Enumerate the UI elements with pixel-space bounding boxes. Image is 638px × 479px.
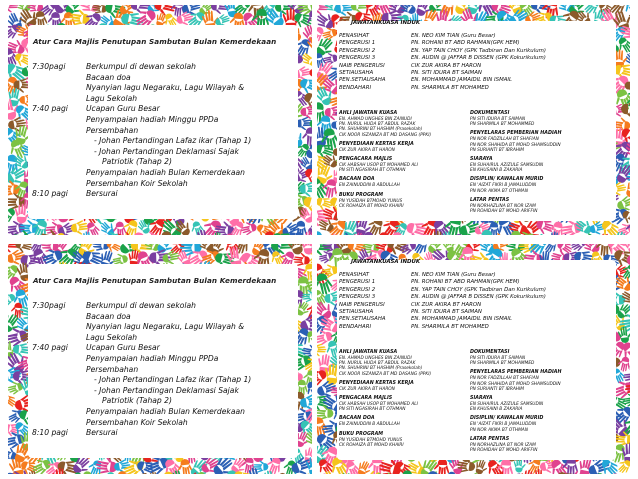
- handprint-icon: [317, 344, 326, 357]
- section-member: PN NORHAZLINA BT NOR IZAM: [470, 442, 536, 448]
- section-title: PENGACARA MAJLIS: [339, 157, 393, 163]
- officer-row: [339, 287, 546, 294]
- officer-role: BENDAHARI: [339, 323, 372, 330]
- section-title: SIARAYA: [470, 396, 493, 402]
- officer-role: PEN.SETIAUSAHA: [339, 316, 386, 323]
- section-title: BUKU PROGRAM: [339, 431, 384, 437]
- section-member: EN ZAINUDDIN B ABDULLAH: [339, 183, 400, 189]
- section-title: DOKUMENTASI: [470, 111, 510, 116]
- officer-name: PN. SHARMILA BT MOHAMED: [411, 323, 489, 330]
- schedule-item: - Johan Pertandingan Lafaz ikar (Tahap 1): [94, 375, 252, 385]
- schedule-items: [86, 428, 294, 439]
- committee-section: [339, 396, 466, 412]
- officer-role: BENDAHARI: [339, 84, 372, 91]
- section-title: DISIPLIN/ KAWALAN MURID: [470, 416, 544, 422]
- officer-name: EN. YAP TAIN CHOY (GPK Tadbiran Dan Kurikulum): [411, 286, 546, 293]
- schedule-time: 7:30pagi: [32, 301, 66, 310]
- officer-name: PN. SITI IDURA BT SAIMAN: [411, 309, 482, 316]
- section-member: PN SITI NGASIRAH BT OTHMAN: [339, 168, 406, 174]
- section-title: LATAR PENTAS: [470, 197, 510, 203]
- committee-section: [470, 350, 597, 366]
- committee-heading: JAWATANKUASA INDUK: [351, 259, 421, 265]
- handprint-icon: [239, 220, 258, 235]
- section-member: PN NOR AKMA BT OTHMAN: [470, 427, 528, 433]
- section-member: PN ROHIDAH BT MOHD ARIFFIN: [470, 448, 538, 454]
- officer-row: [339, 40, 546, 47]
- section-title: DISIPLIN/ KAWALAN MURID: [470, 177, 544, 183]
- officer-name: PN. SITI IDURA BT SAIMAN: [411, 70, 482, 77]
- section-member: EN 'AIZAT FIKRI B JAMALUDDIN: [470, 422, 537, 428]
- committee-section: [339, 142, 466, 153]
- committee-section: [470, 157, 597, 173]
- program-title: Atur Cara Majlis Penutupan Sambutan Bulan Kemerdekaan: [33, 37, 277, 46]
- handprint-icon: [8, 5, 19, 13]
- committee-section: [339, 381, 466, 392]
- sections-left-column: [339, 111, 466, 218]
- schedule-row: [32, 104, 294, 189]
- officer-name: PN. SHARMILA BT MOHAMED: [411, 84, 489, 91]
- schedule-item: Nyanyian lagu Negaraku, Lagu Wilayah &: [86, 322, 245, 332]
- officer-table: [339, 33, 546, 92]
- section-title: AHLI JAWATAN KUASA: [339, 111, 398, 116]
- sections-right-column: [466, 111, 597, 218]
- section-member: PN SHARMILA BT MOHAMMED: [470, 361, 535, 367]
- handprint-icon: [302, 127, 312, 147]
- committee-section: [339, 111, 466, 138]
- officer-name: EN. MOHAMMAD JAMAIDIL BIN ISMAIL: [411, 77, 512, 84]
- section-member: CIK NOOR ISZANIZA BT MD DASANG (PPKI): [339, 371, 432, 377]
- program-card: [8, 244, 312, 474]
- officer-row: [339, 77, 546, 84]
- section-member: PN NOR AKMA BT OTHMAN: [470, 188, 528, 194]
- schedule-time: 8:10 pagi: [32, 428, 68, 438]
- schedule-item: Patriotik (Tahap 2): [102, 396, 172, 406]
- program-panel: [28, 264, 298, 458]
- officer-role: PEN.SETIAUSAHA: [339, 77, 386, 84]
- section-title: AHLI JAWATAN KUASA: [339, 350, 398, 355]
- officer-row: [339, 48, 546, 55]
- committee-heading: JAWATANKUASA INDUK: [351, 20, 421, 26]
- officer-row: [339, 316, 546, 323]
- section-member: PN SHARMILA BT MOHAMMED: [470, 122, 535, 128]
- schedule-time: 7:30pagi: [32, 62, 66, 71]
- section-title: PENYEDIAAN KERTAS KERJA: [339, 380, 414, 386]
- handprint-icon: [629, 62, 630, 81]
- officer-row: [339, 70, 546, 77]
- section-member: PN SITI IDURA BT SAIMAN: [470, 117, 526, 122]
- committee-section: [339, 193, 466, 209]
- section-member: CK ROHAIZA BT MOHD KHAIRI: [339, 442, 404, 448]
- section-member: EN. AHMAD UNGHES BIN ZAINUDI: [339, 356, 412, 361]
- committee-section: [470, 370, 597, 392]
- committee-section: [339, 157, 466, 173]
- committee-sections: [339, 111, 597, 218]
- schedule-items: [86, 62, 294, 104]
- committee-section: [470, 111, 597, 127]
- section-title: PENYELARAS PEMBERIAN HADIAH: [470, 370, 562, 376]
- officer-role: SETIAUSAHA: [339, 70, 374, 77]
- officer-role: PENASIHAT: [339, 272, 370, 278]
- schedule-item: Ucapan Guru Besar: [86, 104, 160, 114]
- section-member: PN NORHAZLINA BT NOR IZAM: [470, 203, 536, 209]
- schedule-item: Nyanyian lagu Negaraku, Lagu Wilayah &: [86, 83, 245, 93]
- schedule-item: Bacaan doa: [86, 72, 131, 82]
- handprint-icon: [299, 182, 312, 197]
- section-member: PN NOR FADZILLAH BT SHAFIAN: [470, 376, 539, 382]
- schedule-item: Penyampaian hadiah Bulan Kemerdekaan: [86, 406, 245, 416]
- handprint-icon: [189, 220, 205, 235]
- officer-role: SETIAUSAHA: [339, 309, 374, 316]
- officer-role: NAIB PENGERUSI: [339, 62, 385, 69]
- committee-section: [470, 177, 597, 193]
- handprint-icon: [113, 221, 127, 235]
- committee-section: [470, 198, 597, 214]
- section-member: PN NOR SHAHIDA BT MOHD SHAMSUDDIN: [470, 381, 561, 387]
- section-member: PN NOR FADZILLAH BT SHAFIAN: [470, 137, 539, 143]
- schedule-item: Ucapan Guru Besar: [86, 343, 160, 353]
- schedule-row: [32, 428, 294, 439]
- program-title: Atur Cara Majlis Penutupan Sambutan Bulan Kemerdekaan: [33, 276, 277, 285]
- schedule-time: 7:40 pagi: [32, 343, 68, 353]
- section-member: EN. AHMAD UNGHES BIN ZAINUDI: [339, 117, 412, 122]
- section-member: CK ROHAIZA BT MOHD KHAIRI: [339, 203, 404, 209]
- section-title: BACAAN DOA: [339, 416, 375, 422]
- section-member: CIK NOOR ISZANIZA BT MD DASANG (PPKI): [339, 132, 432, 138]
- schedule-item: Berkumpul di dewan sekolah: [86, 62, 196, 71]
- section-member: PN. NURUL HUDA BT ABDUL RAZAK: [339, 361, 416, 367]
- schedule-items: [86, 343, 294, 428]
- section-title: PENGACARA MAJLIS: [339, 396, 393, 402]
- section-member: EN KHUSAINI B ZAKARIA: [470, 407, 523, 413]
- committee-section: [339, 432, 466, 448]
- sections-left-column: [339, 350, 466, 457]
- officer-role: PENGERUSI 3: [339, 294, 376, 301]
- officer-name: EN. YAP TAIN CHOY (GPK Tadbiran Dan Kurikulum): [411, 47, 546, 54]
- schedule-item: Berkumpul di dewan sekolah: [86, 301, 196, 310]
- officer-name: EN. NEO KIM TIAN (Guru Besar): [411, 272, 496, 278]
- program-schedule: [32, 301, 294, 439]
- committee-section: [470, 131, 597, 153]
- committee-panel: [337, 21, 616, 221]
- officer-row: [339, 33, 546, 40]
- section-member: PN. NURUL HUDA BT ABDUL RAZAK: [339, 122, 416, 128]
- schedule-item: Persembahan: [86, 364, 139, 374]
- committee-section: [470, 416, 597, 432]
- schedule-row: [32, 189, 294, 200]
- section-member: PN YUSIDAH BTMOHD YUNUS: [339, 437, 403, 443]
- section-member: PN SITI IDURA BT SAIMAN: [470, 356, 526, 361]
- program-card: [8, 5, 312, 235]
- officer-row: [339, 324, 546, 331]
- committee-card: [317, 5, 630, 235]
- committee-section: [470, 437, 597, 453]
- section-member: PN. SHUHRINI BT HASHIM (Prasekolah): [339, 127, 423, 133]
- section-title: SIARAYA: [470, 157, 493, 163]
- schedule-item: Bersurai: [86, 189, 118, 199]
- section-member: PN SURIANTI BT IBRAHIM: [470, 386, 524, 392]
- schedule-row: [32, 62, 294, 104]
- officer-name: EN. AUDIN @ JAFFAR B DISSEN (GPK Kokurikulum): [411, 55, 546, 62]
- officer-role: NAIB PENGERUSI: [339, 301, 385, 308]
- section-member: EN SUHAIRUL AZIZULE SAMSUDIN: [470, 402, 544, 408]
- schedule-item: - Johan Pertandingan Deklamasi Sajak: [94, 385, 239, 395]
- schedule-items: [86, 189, 294, 200]
- committee-section: [470, 396, 597, 412]
- schedule-item: Lagu Sekolah: [86, 332, 138, 342]
- committee-section: [339, 177, 466, 188]
- section-title: BUKU PROGRAM: [339, 192, 384, 198]
- schedule-item: Persembahan Koir Sekolah: [86, 178, 188, 188]
- section-title: DOKUMENTASI: [470, 350, 510, 355]
- section-member: CIK ZUR AKIRA BT HARON: [339, 147, 395, 153]
- officer-row: [339, 63, 546, 70]
- schedule-items: [86, 104, 294, 189]
- officer-name: EN. NEO KIM TIAN (Guru Besar): [411, 33, 496, 39]
- section-member: CIK HABSAH USOP BT MOHAMED ALI: [339, 402, 418, 408]
- committee-section: [339, 350, 466, 377]
- section-member: PN SURIANTI BT IBRAHIM: [470, 147, 524, 153]
- officer-name: CIK ZUR AKIRA BT HARON: [411, 62, 482, 69]
- section-title: PENYELARAS PEMBERIAN HADIAH: [470, 131, 562, 137]
- officer-row: [339, 309, 546, 316]
- section-title: LATAR PENTAS: [470, 436, 510, 442]
- officer-name: EN. MOHAMMAD JAMAIDIL BIN ISMAIL: [411, 316, 512, 323]
- officer-table: [339, 272, 546, 331]
- program-schedule: [32, 62, 294, 200]
- officer-row: [339, 279, 546, 286]
- officer-role: PENGERUSI 3: [339, 55, 376, 62]
- officer-role: PENGERUSI 1: [339, 279, 376, 286]
- schedule-item: Penyampaian hadiah Minggu PPDa: [86, 353, 219, 363]
- schedule-time: 8:10 pagi: [32, 189, 68, 199]
- committee-sections: [339, 350, 597, 457]
- schedule-time: 7:40 pagi: [32, 104, 68, 114]
- schedule-item: Bacaan doa: [86, 311, 131, 321]
- schedule-item: Persembahan Koir Sekolah: [86, 417, 188, 427]
- section-member: PN YUSIDAH BTMOHD YUNUS: [339, 198, 403, 204]
- program-panel: [28, 25, 298, 219]
- schedule-item: Penyampaian hadiah Bulan Kemerdekaan: [86, 167, 245, 177]
- officer-role: PENGERUSI 2: [339, 286, 376, 293]
- section-title: PENYEDIAAN KERTAS KERJA: [339, 141, 414, 147]
- officer-row: [339, 85, 546, 92]
- officer-role: PENASIHAT: [339, 33, 370, 39]
- schedule-row: [32, 343, 294, 428]
- officer-row: [339, 272, 546, 279]
- section-member: EN ZAINUDDIN B ABDULLAH: [339, 422, 400, 428]
- section-member: PN. SHUHRINI BT HASHIM (Prasekolah): [339, 366, 423, 372]
- committee-section: [339, 416, 466, 427]
- section-member: PN SITI NGASIRAH BT OTHMAN: [339, 407, 406, 413]
- section-member: CIK ZUR AKIRA BT HARON: [339, 386, 395, 392]
- section-member: PN NOR SHAHIDA BT MOHD SHAMSUDDIN: [470, 142, 561, 148]
- section-member: PN ROHIDAH BT MOHD ARIFFIN: [470, 209, 538, 215]
- section-title: BACAAN DOA: [339, 177, 375, 183]
- section-member: EN SUHAIRUL AZIZULE SAMSUDIN: [470, 163, 544, 169]
- officer-role: PENGERUSI 1: [339, 40, 376, 47]
- handprint-icon: [14, 244, 34, 254]
- section-member: EN 'AIZAT FIKRI B JAMALUDDIN: [470, 183, 537, 189]
- section-member: EN KHUSAINI B ZAKARIA: [470, 168, 523, 174]
- schedule-item: Patriotik (Tahap 2): [102, 157, 172, 167]
- section-member: CIK HABSAH USOP BT MOHAMED ALI: [339, 163, 418, 169]
- officer-role: PENGERUSI 2: [339, 47, 376, 54]
- schedule-item: Persembahan: [86, 125, 139, 135]
- schedule-item: - Johan Pertandingan Lafaz ikar (Tahap 1): [94, 136, 252, 146]
- sections-right-column: [466, 350, 597, 457]
- schedule-item: Penyampaian hadiah Minggu PPDa: [86, 114, 219, 124]
- committee-panel: [337, 260, 616, 460]
- officer-name: PN. ROHANI BT ABD RAHMAN(GPK HEM): [411, 279, 520, 286]
- committee-card: [317, 244, 630, 474]
- officer-row: [339, 294, 546, 301]
- officer-name: EN. AUDIN @ JAFFAR B DISSEN (GPK Kokurikulum): [411, 294, 546, 301]
- officer-row: [339, 55, 546, 62]
- schedule-item: Bersurai: [86, 428, 118, 438]
- schedule-item: - Johan Pertandingan Deklamasi Sajak: [94, 146, 239, 156]
- officer-name: PN. ROHANI BT ABD RAHMAN(GPK HEM): [411, 40, 520, 47]
- schedule-row: [32, 301, 294, 343]
- officer-row: [339, 302, 546, 309]
- schedule-items: [86, 301, 294, 343]
- officer-name: CIK ZUR AKIRA BT HARON: [411, 301, 482, 308]
- schedule-item: Lagu Sekolah: [86, 93, 138, 103]
